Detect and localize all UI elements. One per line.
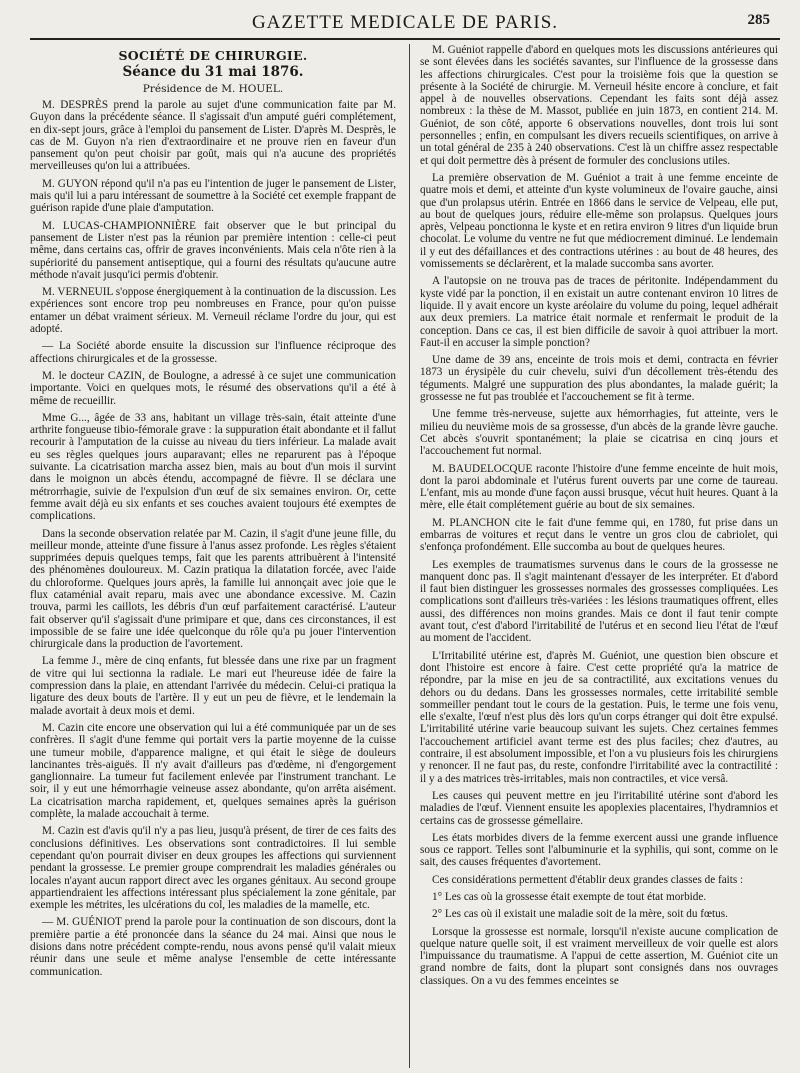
- paragraph: Lorsque la grossesse est normale, lorsqu'il n'existe aucune complication de quelque nature quelle soit, il est vraiment merveilleux de voir quelle est alors l'impuissance du traumatisme. A l'appui de cette assertion, M. Guéniot cite un grand nombre de faits, dont la plupart sont consignés dans nos ouvrages classiques. On a vu des femmes enceintes se: [420, 925, 778, 987]
- paragraph: 1° Les cas où la grossesse était exempte de tout état morbide.: [432, 891, 707, 903]
- paragraph: Les causes qui peuvent mettre en jeu l'irritabilité utérine sont d'abord les maladies de l'œuf. Viennent ensuite les apoplexies placentaires, l'hydramnios et certains cas de grossesse gémellaire.: [420, 789, 778, 827]
- header-rule: [30, 38, 780, 40]
- paragraph: La première observation de M. Guéniot a trait à une femme enceinte de quatre mois et demi, et atteinte d'un kyste volumineux de l'ovaire gauche, ainsi que d'un prolapsus utérin. Entrée en 1866 dans le service de Velpeau, elle put, au bout de quelques jours, réduire elle-même son prolapsus. Quelques jours après, Velpeau ponctionna le kyste et en retira environ 9 litres d'un liquide brun chocolat. Le volume du ventre ne fut que médiocrement diminué. Le lendemain il y eut des défaillances et des contractions utérines : au bout de 48 heures, des vomissements se déclarèrent, et la malade succomba sans avorter.: [420, 171, 778, 271]
- paragraph: Une dame de 39 ans, enceinte de trois mois et demi, contracta en février 1873 un érysipèle du cuir chevelu, suivi d'un décollement très-étendu des téguments. Malgré une suppuration des plus abondantes, la malade guérit; la grossesse ne fut pas troublée et l'accouchement se fit à terme.: [420, 354, 778, 404]
- paragraph: M. DESPRÈS prend la parole au sujet d'une communication faite par M. Guyon dans la précédente séance. Il s'agissait d'un amputé guéri complétement, en dix-sept jours, grâce à l'emploi du pansement de Lister. D'après M. Desprès, le cas de M. Guyon n'a rien d'extraordinaire et ne prouve rien en faveur d'un pansement qu'on peut choisir par goût, mais qui n'a aucune des propriétés merveilleuses qu'on lui a attribuées.: [30, 99, 396, 173]
- session-title: Séance du 31 mai 1876.: [122, 64, 304, 80]
- column-divider: [409, 44, 410, 1068]
- paragraph: Les exemples de traumatismes survenus dans le cours de la grossesse ne manquent donc pas. Il s'agit maintenant d'essayer de les interpréter. Et d'abord il faut bien distinguer les grossesses normales des grossesses compliquées. Les complications sont d'ailleurs très-variées : les lésions traumatiques offrent, elles aussi, des différences non moins grandes. Mais ce dont il faut tenir compte avant tout, c'est d'abord l'irritabilité de l'utérus et en second lieu l'état de l'œuf au moment de l'accident.: [420, 558, 778, 645]
- paragraph: Mme G..., âgée de 33 ans, habitant un village très-sain, était atteinte d'une arthrite fongueuse tibio-fémorale grave : la suppuration était abondante et il fallut recourir à l'amputation de la cuisse au niveau du tiers inférieur. La malade avait eu ses règles quelques jours auparavant; elles ne reparurent pas à l'époque suivante. La cicatrisation marcha assez bien, mais au bout d'un mois il survint dans le moignon un abcès étendu, accompagné de fièvre. Il se déclara une métrorrhagie, suivie de l'expulsion d'un œuf de six semaines environ. Or, cette femme avait déjà eu six enfants et ses couches avaient toujours été exemptes de complications.: [30, 411, 396, 523]
- section-title: SOCIÉTÉ DE CHIRURGIE.: [118, 48, 308, 63]
- paragraph: 2° Les cas où il existait une maladie soit de la mère, soit du fœtus.: [432, 908, 728, 921]
- paragraph: La femme J., mère de cinq enfants, fut blessée dans une rixe par un fragment de vitre qui lui sectionna la radiale. Le mari eut l'heureuse idée de faire la compression dans la plaie, en attendant l'arrivée du médecin. Celui-ci pratiqua la ligature des deux bouts de l'artère. Il y eut un peu de fièvre, et le lendemain la malade avortait à deux mois et demi.: [30, 655, 396, 717]
- presidency-line: Présidence de M. HOUEL.: [142, 83, 284, 95]
- paragraph: M. PLANCHON cite le fait d'une femme qui, en 1780, fut prise dans un embarras de voitures et reçut dans le ventre un gros clou de cabriolet, qui s'enfonça profondément. Elle succomba au bout de quelques heures.: [420, 516, 778, 554]
- paragraph: M. LUCAS-CHAMPIONNIÈRE fait observer que le but principal du pansement de Lister n'est pas la réunion par première intention : celle-ci peut même, dans certains cas, offrir de graves inconvénients. Mais cela n'ôte rien à la supériorité du pansement antiseptique, qui a fourni des résultats qu'aucune autre méthode n'avait jusqu'ici permis d'obtenir.: [30, 219, 396, 281]
- paragraph: M. Cazin cite encore une observation qui lui a été communiquée par un de ses confrères. Il s'agit d'une femme qui portait vers la partie moyenne de la cuisse une tumeur mobile, d'apparence maligne, et qui était le siège de douleurs lancinantes très-aiguës. Il n'y avait d'ailleurs pas d'œdème, ni d'engorgement ganglionnaire. La tumeur fut facilement enlevée par l'instrument tranchant. Le soir, il y eut une hémorrhagie veineuse assez abondante, qu'on arrêta aisément. La cicatrisation marcha rapidement, et, quelques semaines après la guérison complète, la malade accouchait à terme.: [30, 721, 396, 821]
- paragraph: M. Cazin est d'avis qu'il n'y a pas lieu, jusqu'à présent, de tirer de ces faits des conclusions définitives. Les observations sont contradictoires. Il lui semble cependant qu'on pourrait diviser en deux groupes les affections qui surviennent pendant la grossesse. Le premier groupe comprendrait les maladies générales ou locales n'ayant aucun rapport direct avec les organes génitaux. Au second groupe appartiendraient les affections intéressant plus spécialement la zone génitale, par exemple les métrites, les ulcérations du col, les maladies de la mamelle, etc.: [30, 825, 396, 912]
- paragraph: A l'autopsie on ne trouva pas de traces de péritonite. Indépendamment du kyste vidé par la ponction, il en existait un autre contenant environ 10 litres de liquide. Il y avait encore un kyste aréolaire du volume du poing, lequel adhérait aux deux premiers. La matrice était normale et renfermait le produit de la conception. Dans ce cas, il est bien difficile de savoir à quoi attribuer la mort. Faut-il en accuser la simple ponction?: [420, 275, 778, 349]
- paragraph: Les états morbides divers de la femme exercent aussi une grande influence sous ce rapport. Telles sont l'albuminurie et la syphilis, qui sont, comme on le sait, des causes fréquentes d'avortement.: [420, 831, 778, 869]
- paragraph: — La Société aborde ensuite la discussion sur l'influence réciproque des affections chirurgicales et de la grossesse.: [30, 340, 396, 365]
- paragraph: M. GUYON répond qu'il n'a pas eu l'intention de juger le pansement de Lister, mais qu'il lui a paru intéressant de soumettre à la Société cet exemple frappant de guérison rapide d'une plaie d'amputation.: [30, 177, 396, 215]
- page-number: 285: [747, 12, 770, 28]
- journal-title: GAZETTE MEDICALE DE PARIS.: [251, 12, 559, 33]
- paragraph: M. VERNEUIL s'oppose énergiquement à la continuation de la discussion. Les expériences sont encore trop peu nombreuses en France, pour qu'on puisse entamer un débat vraiment sérieux. M. Verneuil réclame l'ordre du jour, qui est adopté.: [30, 286, 396, 336]
- paragraph: L'Irritabilité utérine est, d'après M. Guéniot, une question bien obscure et dont l'histoire est encore à faire. C'est cette propriété qu'a la matrice de répondre, par la mise en jeu de sa contractilité, aux excitations venues du dehors ou du dedans. Dans les grossesses normales, cette irritabilité semble sommeiller pendant tout le cours de la gestation. Puis, le terme une fois venu, elle s'exalte, l'œuf n'est plus dès lors qu'un corps étranger qui doit être expulsé. L'irritabilité utérine varie beaucoup suivant les sujets. Chez certaines femmes l'accouchement artificiel avant terme est des plus faciles; chez d'autres, au contraire, il est absolument impossible, et l'on a vu plusieurs fois les chirurgiens y renoncer. Il ne faut pas, du reste, confondre l'irritabilité avec la contractilité : il y a des matrices très-irritables, mais non contractiles, et vice versâ.: [420, 649, 778, 785]
- left-column: [30, 44, 396, 1068]
- page-header: [30, 4, 780, 40]
- paragraph: Ces considérations permettent d'établir deux grandes classes de faits :: [432, 873, 744, 886]
- paragraph: — M. GUÉNIOT prend la parole pour la continuation de son discours, dont la première partie a été prononcée dans la séance du 24 mai. Ainsi que nous le disions dans notre précédent compte-rendu, nous avons pensé qu'il valait mieux réunir dans une seule et même analyse l'ensemble de cette intéressante communication.: [30, 916, 396, 978]
- paragraph: Une femme très-nerveuse, sujette aux hémorrhagies, fut atteinte, vers le milieu du neuvième mois de sa grossesse, d'un abcès de la grande lèvre gauche. Cet abcès s'ouvrit spontanément; la plaie se cicatrisa en cinq jours et l'accouchement fut normal.: [420, 408, 778, 458]
- paragraph: M. Guéniot rappelle d'abord en quelques mots les discussions antérieures qui se sont élevées dans les sociétés savantes, sur l'influence de la grossesse dans les affections chirurgicales. C'est pour la troisième fois que la question se présente à la Société de chirurgie. M. Verneuil hésite encore à conclure, et fait appel à de nouvelles observations. Cependant les faits sont déjà assez nombreux : la thèse de M. Massot, publiée en juin 1873, en contient 214. M. Guéniot, de son côté, apporte 6 observations nouvelles, dont trois lui sont personnelles ; enfin, en compulsant les divers recueils scientifiques, on arrive à un total général de 235 à 240 observations. C'est là un chiffre assez respectable et qui doit permettre dès à présent de formuler des conclusions utiles.: [420, 44, 778, 167]
- paragraph: Dans la seconde observation relatée par M. Cazin, il s'agit d'une jeune fille, du meilleur monde, atteinte d'une fissure à l'anus assez profonde. Les règles s'étaient supprimées depuis quelques temps, fait que les parents attribuèrent à l'intensité des phénomènes douloureux. M. Cazin pratiqua la dilatation forcée, avec l'aide du chloroforme. Quelques jours après, la famille lui annonçait avec joie que le flux cataménial avait reparu, mais avec une abondance excessive. M. Cazin trouva, parmi les caillots, les débris d'un œuf parfaitement caractérisé. L'auteur fait observer qu'il s'agissait d'une primipare et que, dans ces circonstances, il est impossible de se faire une idée quelconque du rôle qu'a pu jouer l'intervention chirurgicale dans la production de l'avortement.: [30, 527, 396, 651]
- right-column: [420, 44, 778, 1068]
- paragraph: M. le docteur CAZIN, de Boulogne, a adressé à ce sujet une communication importante. Voici en quelques mots, le résumé des observations qu'il a été à même de recueillir.: [30, 369, 396, 407]
- paragraph: M. BAUDELOCQUE raconte l'histoire d'une femme enceinte de huit mois, dont la paroi abdominale et l'utérus furent ouverts par une corne de taureau. L'enfant, mis au monde d'une façon aussi brusque, vécut huit heures. Quant à la mère, elle était complétement guérie au bout de six semaines.: [420, 462, 778, 512]
